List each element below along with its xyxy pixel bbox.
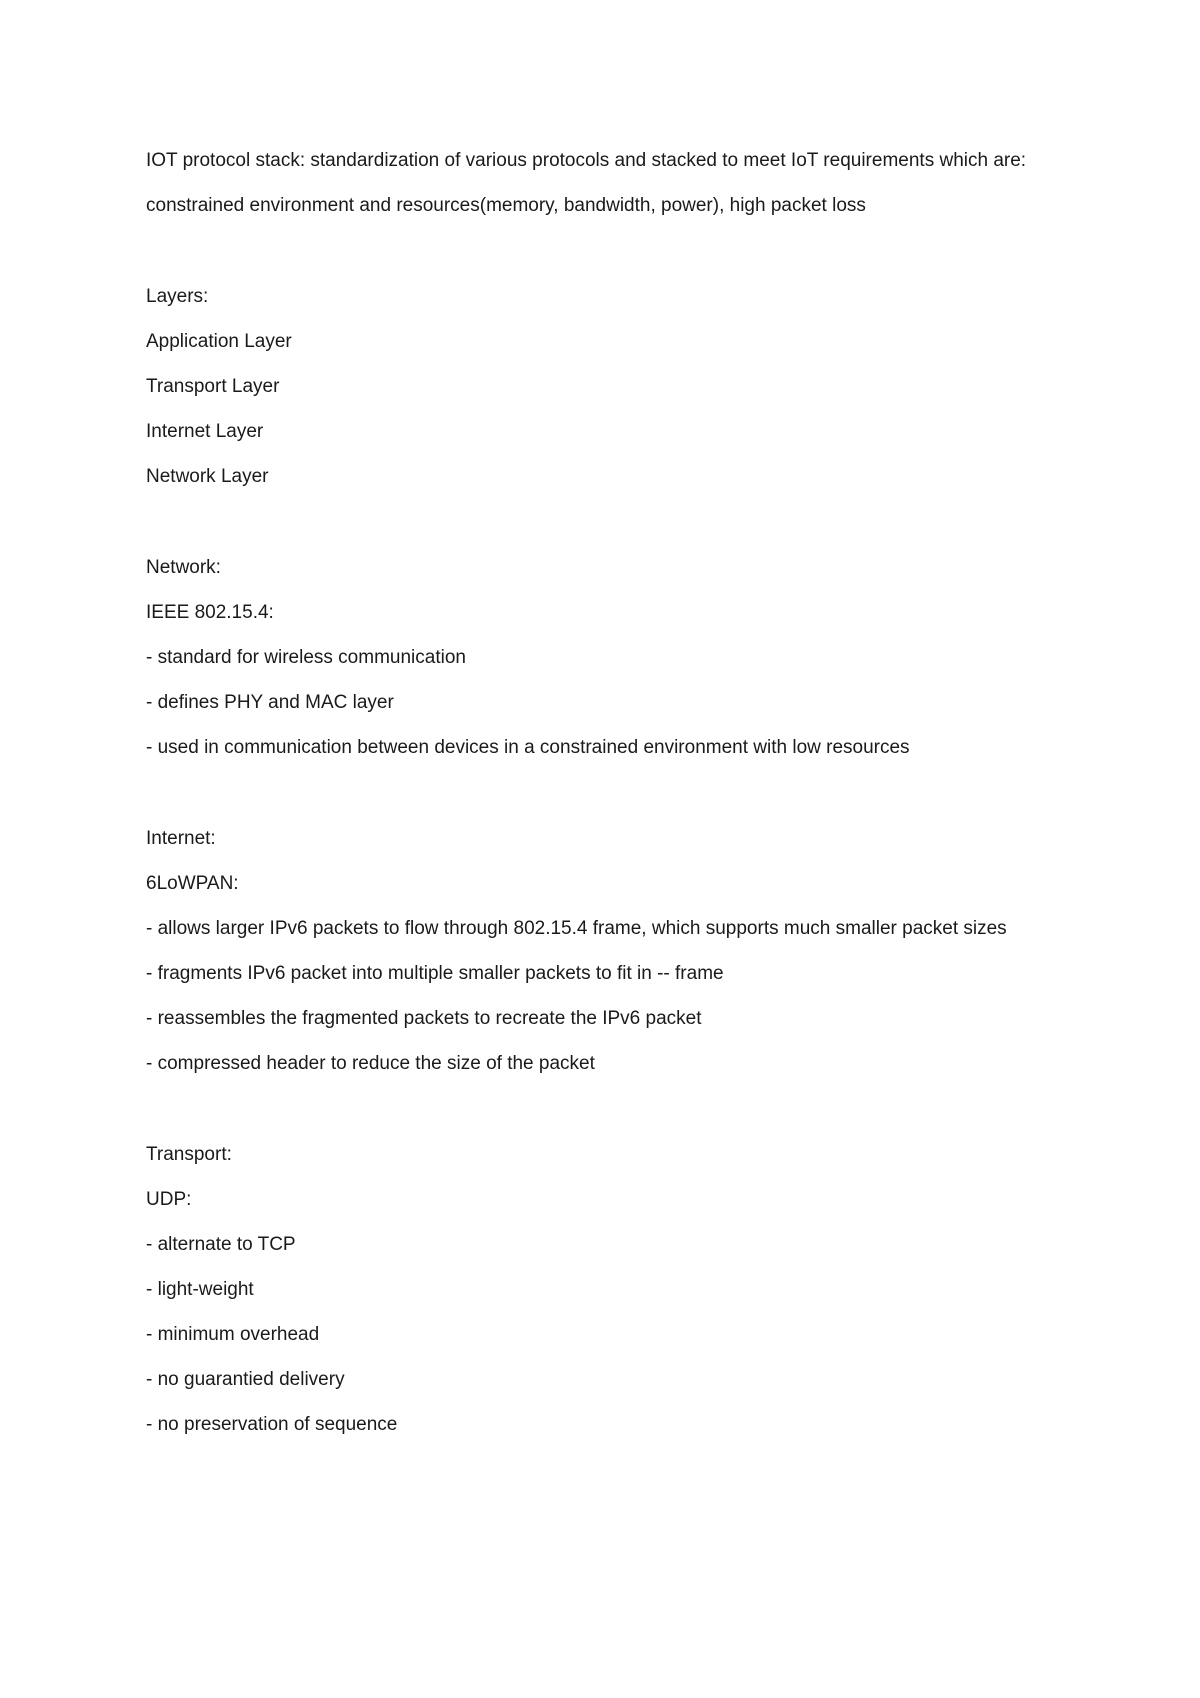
intro-line: IOT protocol stack: standardization of various protocols and stacked to meet IoT requirements which are: (146, 150, 1027, 171)
internet-point: - fragments IPv6 packet into multiple smaller packets to fit in -- frame (146, 963, 724, 984)
internet-point: - allows larger IPv6 packets to flow through 802.15.4 frame, which supports much smaller packet sizes (146, 918, 1007, 939)
internet-point: - reassembles the fragmented packets to recreate the IPv6 packet (146, 1008, 702, 1029)
transport-point: - alternate to TCP (146, 1234, 296, 1255)
intro-constraints-line: constrained environment and resources(memory, bandwidth, power), high packet loss (146, 195, 866, 216)
spacer (146, 1094, 1066, 1140)
internet-heading: Internet: (146, 828, 216, 849)
document-body (146, 146, 1066, 1455)
transport-point: - minimum overhead (146, 1324, 320, 1345)
network-point: - used in communication between devices in a constrained environment with low resources (146, 737, 910, 758)
transport-point: - no preservation of sequence (146, 1414, 398, 1435)
internet-point: - compressed header to reduce the size of the packet (146, 1053, 595, 1074)
network-point: - standard for wireless communication (146, 647, 466, 668)
network-heading: Network: (146, 557, 221, 578)
network-protocol: IEEE 802.15.4: (146, 602, 274, 623)
transport-point: - light-weight (146, 1279, 254, 1300)
spacer (146, 507, 1066, 553)
internet-protocol: 6LoWPAN: (146, 873, 239, 894)
transport-heading: Transport: (146, 1144, 232, 1165)
spacer (146, 778, 1066, 824)
layer-item: Application Layer (146, 331, 292, 352)
layer-item: Network Layer (146, 466, 269, 487)
network-point: - defines PHY and MAC layer (146, 692, 394, 713)
layer-item: Internet Layer (146, 421, 264, 442)
layer-item: Transport Layer (146, 376, 280, 397)
layers-heading: Layers: (146, 286, 209, 307)
transport-point: - no guarantied delivery (146, 1369, 345, 1390)
transport-protocol: UDP: (146, 1189, 192, 1210)
spacer (146, 236, 1066, 282)
